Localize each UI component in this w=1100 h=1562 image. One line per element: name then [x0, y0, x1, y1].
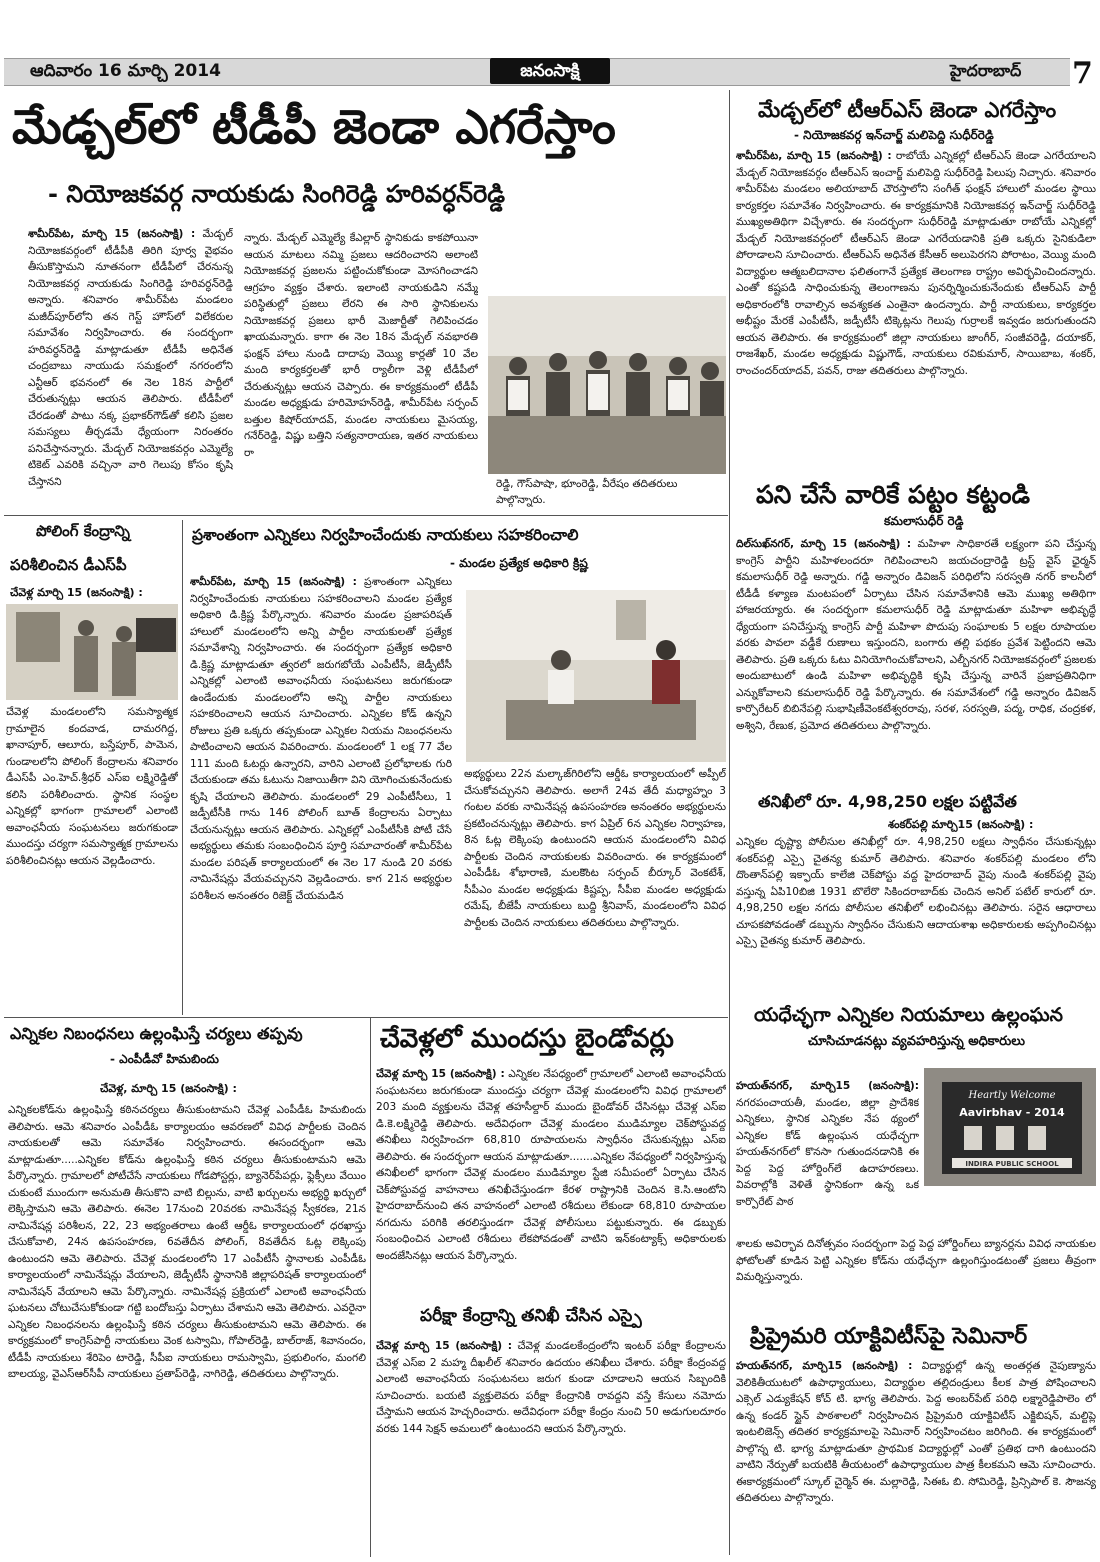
seminar-headline: ప్రిప్రైమరి యాక్టివిటీస్‌పై సెమినార్ [750, 1324, 1028, 1349]
hoarding-dateline: హయత్‌నగర్, మార్చి15 (జనంసాక్షి): [736, 1080, 919, 1092]
officer-meeting-photo [466, 590, 726, 762]
tdp-body-1: మేడ్చల్ నియోజకవర్గంలో టీడీపీకి తిరిగి పూర్వ వైభవం తీసుకొస్తామని నూతనంగా టీడీపీలో చేరనున్న నియోజకవర్గ నాయకుడు సింగిరెడ్డి హరివర్ధన్‌రెడ్డి అన్నారు. శనివారం శామీర్‌పేట మండలం మజీద్‌పూర్‌లోని తన గెస్ట్ హౌస్‌లో విలేకరుల సమావేశం నిర్వహించారు. ఈ సందర్భంగా హరివర్ధన్‌రెడ్డి మాట్లాడుతూ టీడీపీ అధినేత చంద్రబాబు నాయుడు సమక్షంలో నగరంలోని ఎన్టీఆర్ భవనంలో ఈ నెల 18న పార్టీలో చేరుతున్నట్లు ఆయన తెలిపారు. టీడీపీలో చేరడంతో పాటు నక్క ప్రభాకర్‌గౌడ్‌తో కలిసి ప్రజల సమస్యలు తీర్చడమే ధ్యేయంగా నిరంతరం పనిచేస్తానన్నారు. మేడ్చల్ నియోజకవర్గం ఎమ్మెల్యే టికెట్ ఎవరికి వచ్చినా వారి గెలుపు కోసం కృషి చేస్తానని [28, 228, 233, 488]
cash-text: ఎన్నికల దృష్ట్యా పోలీసుల తనిఖీల్లో రూ. 4,98,250 లక్షలు స్వాధీనం చేసుకున్నట్లు శంకర్‌పల్లి ఎస్సై చైతన్య కుమార్ తెలిపారు. శనివారం శంకర్‌పల్లి మండలం లోని దొంతాన్‌పల్లి ఇక్ఫాయ్ కాలేజి చెక్‌పోస్టు వద్ద హైదరాబాద్ వైపు నుండి శంకర్‌పల్లి వైపు వస్తున్న ఏపి10బిజి 1931 బొలేరొ సికిందరాబాద్‌కు చెందిన అనిల్ పటేల్ కారులో రూ. 4,98,250 లక్షల నగదు పోలీసుల తనిఖీలో లభించినట్లు తెలిపారు. సరైన ఆధారాలు చూపకపోవడంతో డబ్బును స్వాధీనం చేసుకుని ఆదాయశాఖ అధికారులకు అప్పగించినట్లు ఎస్సై చైతన్య కుమార్ తెలిపారు. [736, 836, 1096, 947]
bind-text: ఎన్నికల నేపధ్యంలో గ్రామాలలో ఎలాంటి అవాంఛనీయ సంఘటనలు జరుగకుండా ముందస్తు చర్యగా చేవెళ్ల మండలంలోని వివిధ గ్రామాలలో 203 మంది వ్యక్తులను చేవెళ్ల తహసీల్దార్ ముందు బైండోవర్ చేసినట్లు చేవెళ్ల ఎస్‌ఐ డి.కె.లక్ష్మిరెడ్డి తెలిపారు. అదేవిధంగా చేవెళ్ల మండలం ముడిమ్యాల చెక్‌పోస్టువద్ద తనిఖీలు నిర్వహించగా 68,810 రూపాయలను స్వాధీనం చేసుకున్నట్లు ఎస్‌ఐ తెలిపారు. ఈ సందర్భంగా ఆయన మాట్లాడుతూ.......ఎన్నికల నేపధ్యంలో నిర్వహిస్తున్న తనిఖీలలో భాగంగా చేవెళ్ల మండలం ముడిమ్యాల స్టేజి సమీపంలో ఏర్పాటు చేసిన చెక్‌పోస్టువద్ద వాహనాలు తనిఖీచేస్తుండగా కేరళ రాష్ట్రానికి చెందిన కె.సి.ఆంటోని హైదరాబాద్‌నుంచి తన వాహనంలో ఎలాంటి రశీదులు లేకుండా 68,810 రూపాయల నగదును పరిగికి తరలిస్తుండగా చేవెళ్ల పోలీసులు పట్టుకున్నారు. ఈ డబ్బుకు సంబంధించిన ఎలాంటి రశీదులు లేకపోవడంతో వాటిని ఇన్‌కంట్యాక్స్ అధికారులకు అందజేసినట్లు ఆయన పేర్కొన్నారు. [376, 1068, 726, 1262]
hoarding-subhead: చూసిచూడనట్లు వ్యవహరిస్తున్న అధికారులు [808, 1034, 1025, 1049]
dsp-text: చేవెళ్ల మండలంలోని సమస్యాత్మక గ్రామాలైన కందవాడ, దామరగిద్ద, ఖానాపూర్, ఆలూరు, బస్తేపూర్, పామెన, గుండాలలోని పోలింగ్ కేంద్రాలను శనివారం డీఎస్‌పీ ఎం.హెచ్.శ్రీధర్ ఎస్‌ఐ లక్ష్మిరెడ్డితో కలిసి పరిశీలించారు. స్థానిక సంస్థల ఎన్నికల్లో భాగంగా గ్రామాలలో ఎలాంటి అవాంఛనీయ సంఘటనలు జరుగకుండా ముందస్తు చర్యగా సమస్యాత్మక గ్రామాలను పరిశీలించినట్లు ఆయన వెల్లడించారు. [6, 706, 178, 867]
exam-dateline: చేవెళ్ల మార్చి 15 (జనంసాక్షి) : [376, 1340, 513, 1352]
trs-headline: మేడ్చల్‌లో టీఆర్‌ఎస్ జెండా ఎగరేస్తాం [758, 98, 1057, 122]
trs-subhead: - నియోజకవర్గ ఇన్‌చార్జ్ మలిపెద్ది సుధీర్‌రెడ్డి [794, 128, 994, 142]
mpdo-dateline: చేవెళ్ల, మార్చి 15 (జనంసాక్షి) : [100, 1082, 237, 1095]
exam-headline: పరీక్షా కేంద్రాన్ని తనిఖీ చేసిన ఎస్పై [420, 1306, 642, 1326]
dsp-body [6, 704, 178, 1010]
mpdo-subhead: - ఎంపీడీవో హిమబిందు [110, 1052, 219, 1066]
officer-headline: ప్రశాంతంగా ఎన్నికలు నిర్వహించేందుకు నాయకులు సహకరించాలి [192, 526, 579, 544]
kamala-dateline: దిల్‌సుఖ్‌నగర్, మార్చి 15 (జనంసాక్షి) : [736, 538, 912, 550]
hoarding-text-1: Heartly Welcome [968, 1090, 1056, 1101]
hoarding-text-3: INDIRA PUBLIC SCHOOL [965, 1160, 1059, 1168]
tdp-dateline: శామీర్‌పేట, మార్చి 15 (జనంసాక్షి) : [28, 228, 196, 240]
trs-text: రాబోయే ఎన్నికల్లో టీఆర్‌ఎస్ జెండా ఎగరేయాలని మేడ్చల్ నియోజకవర్గం టీఆర్‌ఎస్ ఇంచార్జ్ మలిపెద్ది సుధీర్‌రెడ్డి పిలుపు నిచ్చారు. శనివారం శామీర్‌పేట మండలం అలియాబాద్ చౌరస్తాలోని సంగీత్ ఫంక్షన్ హాలులో మండల స్థాయి కార్యకర్తల సమావేశం నిర్వహించారు. ఈ కార్యక్రమానికి నియోజకవర్గ ఇన్‌చార్జ్ సుధీర్‌రెడ్డి ముఖ్యఅతిథిగా విచ్చేశారు. ఈ సందర్భంగా సుధీర్‌రెడ్డి మాట్లాడుతూ రాబోయే ఎన్నికల్లో మేడ్చల్ నియోజకవర్గంలో టీఆర్‌ఎస్ జెండా ఎగరేయడానికి ప్రతి ఒక్కరు సైనికుడిలా పోరాడాలని సూచించారు. టీఆర్‌ఎస్ అధినేత కేసీఆర్ అలుపెరగని పోరాటం, వెయ్యి మంది విద్యార్థుల ఆత్మబలిదానాల ఫలితంగానే ప్రత్యేక తెలంగాణ రాష్ట్రం అవిర్భవించిందన్నారు. ఎంతో కష్టపడి సాధించుకున్న తెలంగాణను పునర్నిర్మించుకునేందుకు టీఆర్‌ఎస్ పార్టీ అధికారంలోకి రావాల్సిన అవశ్యకత ఎంతైనా ఉందన్నారు. పార్టీ నాయకులు, కార్యకర్తల అభీష్టం మేరకే ఎంపీటీసీ, జడ్పీటీసీ టిక్కెట్లను గెలుపు గుర్రాలకే ఇవ్వడం జరుగుతుందని ఆయన తెలిపారు. ఈ కార్యక్రమంలో జిల్లా నాయకులు జాంగీర్, సంజీవరెడ్డి, దయాకర్, రాజశేఖర్, మండల అధ్యక్షుడు విష్ణుగౌడ్, నాయకులు రవికుమార్, సాయిబాబ, శంకర్, రాంచందర్‌యాదవ్, పవన్, రాజు తదితరులు పాల్గొన్నారు. [736, 150, 1096, 377]
hoarding-headline: యధేచ్ఛగా ఎన్నికల నియమాలు ఉల్లంఘన [754, 1004, 1063, 1026]
kamala-headline: పని చేసే వారికే పట్టం కట్టండి [756, 480, 1031, 509]
tdp-headline: మేడ్చల్‌లో టీడీపీ జెండా ఎగరేస్తాం [12, 100, 616, 155]
officer-column-1 [190, 574, 452, 1010]
mpdo-body [8, 1102, 366, 1556]
cash-headline: తనిఖీలో రూ. 4,98,250 లక్షల పట్టివేత [758, 792, 1017, 811]
tdp-meeting-photo [488, 296, 726, 474]
dsp-inspection-photo [6, 604, 178, 700]
hoarding-photo [924, 1068, 1096, 1186]
issue-date: ఆదివారం 16 మార్చి 2014 [30, 61, 221, 81]
dsp-headline-1: పోలింగ్ కేంద్రాన్ని [36, 522, 130, 540]
tdp-column-2 [244, 230, 478, 512]
cash-body [736, 834, 1096, 1002]
mpdo-headline: ఎన్నికల నిబంధనలు ఉల్లంఘిస్తే చర్యలు తప్పవు [10, 1024, 303, 1043]
bind-dateline: చేవెళ్ల మార్చి 15 (జనంసాక్షి) : [376, 1068, 505, 1080]
cash-dateline: శంకర్‌పల్లి మార్చి15 (జనంసాక్షి) : [888, 818, 1034, 831]
page-number: 7 [1072, 56, 1093, 91]
exam-text: చేవెళ్ల మండలకేంద్రంలోని ఇంటర్ పరీక్షా కేంద్రాలను చేవెళ్ల ఎస్‌ఐ 2 మహ్మ దీఖలీల్ శనివారం ఉదయం తనిఖీలు చేశారు. పరీక్షా కేంద్రంవద్ద ఎలాంటి అవాంఛనీయ సంఘటనలు జరుగ కుండా చూడాలని ఆయన సిబ్బందికి సూచించారు. బయటి వ్యక్తులెవరు పరీక్షా కేంద్రానికి రావద్దని వస్తే కేసులు నమోదు చేస్తామని ఆయన హెచ్చరించారు. అదేవిధంగా పరీక్షా కేంద్రం నుంచి 50 అడుగులదూరం వరకు 144 సెక్షన్ అమలులో ఉంటుందని ఆయన పేర్కొన్నారు. [376, 1340, 726, 1435]
officer-column-2 [464, 766, 726, 1012]
kamala-text: మహిళా సాధికారతే లక్ష్యంగా పని చేస్తున్న కాంగ్రెస్ పార్టీని మహిళలందరూ గెలిపించాలని జయచంద్రారెడ్డి ట్రస్ట్ వైస్ ఛైర్మన్ కమలాసుధీర్ రెడ్డి అన్నారు. గడ్డి అన్నారం డివిజన్ పరిధిలోని సరస్వతి నగర్ కాలనీలో టీడీడీ కళ్యాణ మంటపంలో ఏర్పాటు చేసిన సమావేశానికి ఆమె ముఖ్య అతిథిగా హాజరయ్యారు. ఈ సందర్భంగా కమలాసుధీర్ రెడ్డి మాట్లాడుతూ మహిళా అభివృద్ధే ధ్యేయంగా పనిచేస్తున్న కాంగ్రెస్ పార్టీ మహిళా పొదుపు సంఘాలకు 5 లక్షల రూపాయల వరకు పావలా వడ్డీకే రుణాలు ఇస్తుందని, బంగారు తల్లి పథకం ప్రవేశ పెట్టిందని ఆమె తెలిపారు. ప్రతి ఒక్కరు ఓటు వినియోగించుకోవాలని, ఎల్బీనగర్ నియోజకవర్గంలో ప్రజలకు అందుబాటులో ఉండి మహిళా అభివృద్ధికి కృషి చేస్తున్న వారినే ప్రజాప్రతినిధిగా ఎన్నుకోవాలని కమలాసుధీర్ రెడ్డి పేర్కొన్నారు. ఈ సమావేశంలో గడ్డి అన్నారం డివిజన్ కార్పొరేటర్ బిబినేపల్లి సుభాషిణీవెంకటేశ్వరరావు, సరళ, సరస్వతి, పద్మ, రాధిక, చంద్రకళ, అశ్విని, రేణుక, ప్రమోద తదితరులు పాల్గొన్నారు. [736, 538, 1096, 732]
officer-dateline: శామీర్‌పేట, మార్చి 15 (జనంసాక్షి) : [190, 576, 357, 588]
kamala-body [736, 536, 1096, 788]
column-rule [182, 520, 183, 1015]
dsp-dateline: చేవెళ్ల మార్చి 15 (జనంసాక్షి) : [10, 586, 143, 599]
officer-subhead: - మండల ప్రత్యేక అధికారి క్రిష్ణ [450, 556, 588, 570]
tdp-subhead: - నియోజకవర్గ నాయకుడు సింగిరెడ్డి హరివర్ధన్‌రెడ్డి [48, 180, 506, 208]
hoarding-body [736, 1236, 1096, 1336]
seminar-body [736, 1358, 1096, 1556]
trs-dateline: శామీర్‌పేట, మార్చి 15 (జనంసాక్షి) : [736, 150, 892, 162]
section-rule [4, 1017, 728, 1018]
mpdo-text: ఎన్నికలకోడ్‌ను ఉల్లంఘిస్తే కఠినచర్యలు తీసుకుంటామని చేవెళ్ల ఎంపీడీఓ హిమబిందు తెలిపారు. ఆమె శనివారం ఎంపీడీఓ కార్యాలయం ఆవరణలో వివిధ పార్టీలకు చెందిన నాయకులతో ఆమె సమావేశం నిర్వహించారు. ఈసందర్భంగా ఆమె మాట్లాడుతూ.....ఎన్నికల కోడ్‌ను ఉల్లంఘిస్తే కఠిన చర్యలు తీసుకుంటామని ఆమె పేర్కొన్నారు. గ్రామాలలో పోటీచేసే నాయకులు గోడపోస్టర్లు, బ్యానెర్‌పేపర్లు, ఫ్లెక్సీలు వేయిం చుకుంటే ముందుగా అనుమతి తీసుకొని వాటి బిల్లును, వాటి ఖర్చులను అభ్యర్థి ఖర్చులో లెక్కిస్తామని ఆమె తెలిపారు. ఈనెల 17నుంచి 20వరకు నామినేషన్ల స్వీకరణ, 21న నామినేషన్ల పరిశీలన, 22, 23 అభ్యంతరాలు ఉంటే ఆర్డీఓ కార్యాలయంలో ధరఖాస్తు చేసుకోవాలి, 24న ఉపసంహరణ, 6వతేదీన పోలింగ్, 8వతేదీన ఓట్ల లెక్కింపు ఉంటుందని ఆమె తెలిపారు. చేవెళ్ల మండలంలోని 17 ఎంపీటీసీ స్థానాలకు ఎంపీడీఓ కార్యాలయంలో నామినేషన్లు వేయాలని, జెడ్పీటీసీ స్థానానికి జిల్లాపరిషత్ కార్యాలయంలో నామినేషన్ వేయాలని ఆమె పేర్కొన్నారు. నామినేషన్ల ప్రక్రియలో ఎలాంటి అవాంఛనీయ ఘటనలు చోటుచేసుకోకుండా గట్టి బందోబస్తు ఏర్పాటు చేశామని ఆమె తెలిపారు. ఎవరైనా ఎన్నికల నిబంధనలను ఉల్లంఘిస్తే కఠిన చర్యలు తీసుకుంటామని ఆమె తెలిపారు. ఈ కార్యక్రమంలో కాంగ్రెస్‌పార్టీ నాయకులు వెంక టస్వామి, గోపాల్‌రెడ్డి, బాల్‌రాజ్, శివానందం, టీడీపీ నాయకులు శేరిపెం టారెడ్డి, సీపీఐ నాయకులు రామస్వామి, ప్రభులింగం, మంగలి బాలయ్య, వైఎస్‌ఆర్‌సీపీ నాయకులు ప్రతాప్‌రెడ్డి, నాగిరెడ్డి, తదితరులు పాల్గొన్నారు. [8, 1104, 366, 1380]
hoarding-body-wrap [736, 1078, 919, 1232]
officer-body-1: ప్రశాంతంగా ఎన్నికలు నిర్వహించేందుకు నాయకులు సహకరించాలని మండల ప్రత్యేక అధికారి డి.క్రిష్ణ పేర్కొన్నారు. శనివారం మండల ప్రజాపరిషత్ హాలులో మండలంలోని అన్ని పార్టీల నాయకులతో ప్రత్యేక సమావేశాన్ని నిర్వహించారు. ఈ సందర్భంగా ప్రత్యేక అధికారి డి.క్రిష్ణ మాట్లాడుతూ త్వరలో జరుగబోయే ఎంపీటీసీ, జెడ్పీటీసీ ఎన్నికల్లో ఎలాంటి అవాంఛనీయ సంఘటనలు జరుగకుండా ఉండేందుకు మండలంలోని అన్ని పార్టీల నాయకులు సహకరించాలని ఆయన సూచించారు. ఎన్నికల కోడ్ ఉన్నని రోజులు ప్రతి ఒక్కరు తప్పకుండా ఎన్నికల నియమ నిబంధనలను పాటించాలని ఆయన వివరించారు. మండలంలో 1 లక్ష 77 వేల 111 మంది ఓటర్లు ఉన్నారని, వారిని ఎలాంటి ప్రలోభాలకు గురి చేయకుండా తమ ఓటును నిజాయితీగా విని యోగించుకునేందుకు కృషి చేయాలని తెలిపారు. మండలంలో 29 ఎంపీటీసీలు, 1 జడ్పీటీసీకి గాను 146 పోలింగ్ బూత్ కేంద్రాలను ఏర్పాటు చేయనున్నట్లు ఆయన తెలిపారు. ఎన్నికల్లో ఎంపీటీసీకి పోటీ చేసే అభ్యర్థులు తమకు సంబంధించిన పూర్తి సమాచారంతో శామీర్‌పేట మండల పరిషత్ కార్యాలయంలో ఈ నెల 17 నుండి 20 వరకు నామినేషన్లు వేయవచ్చునని వెల్లడించారు. కాగ 21న అభ్యర్థుల పరిశీలన అనంతరం రిజెక్ట్ చేయమడిన [190, 576, 452, 902]
dsp-headline-2: పరిశీలించిన డీఎస్‌పీ [10, 556, 127, 574]
section-rule [4, 515, 728, 516]
seminar-text: విద్యార్థుల్లో ఉన్న అంతర్గత నైపుణ్యాను వెలికితీయుటలో ఉపాధ్యాయులు, విద్యార్థుల తల్లిదండ్రులు కీలక పాత్ర పోషించాలని ఎక్సెల్ ఎడ్యుకేషన్ కోచ్ టి. భాగ్య తెలిపారు. పెద్ద అంబర్‌పేట్ పరిధి లక్ష్మారెడ్డిపాలెం లో ఉన్న కండర్ స్టైన్ పాఠశాలలో నిర్వహించిన ప్రిప్రైమరి యాక్టివిటీస్ ఎక్జిబిషన్, మల్టిప్లె ఇంటలిజెన్స్ తదితర కార్యక్రమాలపై సెమినార్ నిర్వహించటం జరిగింది. ఈ కార్యక్రమంలో పాల్గొన్న టి. భాగ్య మాట్లాడుతూ ప్రాథమిక విద్యార్థుల్లో ఎంతో ప్రతిభ దాగి ఉంటుందని వాటిని నేర్పుతో బయటికి తీయటంలో ఉపాధ్యాయుల పాత్ర కీలకమని ఆమె సూచించారు. ఈకార్యక్రమంలో స్కూల్ చైర్మెన్ ఈ. మల్లారెడ్డి, సిఈఓ బి. సోమిరెడ్డి, ప్రిన్సిపాల్ కె. సౌజన్య తదితరులు పాల్గొన్నారు. [736, 1360, 1096, 1504]
column-rule [729, 90, 730, 1555]
hoarding-text-wrap: నగరపంచాయతీ, మండల, జిల్లా ప్రాదేశిక ఎన్నికలు, స్థానిక ఎన్నికల నేప థ్యంలో ఎన్నికల కోడ్ ఉల్లంఘన యధేచ్ఛగా హయత్‌నగర్‌లో కొనసా గుతుందనడానికి ఈ పెద్ద పెద్ద హోర్డింగ్‌లే ఉదాహరణలు. వివరాల్లోకి వెళితే స్థానికంగా ఉన్న ఒక కార్పొరేట్ పాఠ [736, 1096, 919, 1208]
officer-body-2: అభ్యర్థులు 22న మల్కాజ్‌గిరిలోని ఆర్డీఓ కార్యాలయంలో అప్పీల్ చేసుకోవచ్చునని తెలిపారు. అలాగే 24వ తేదీ మధ్యాహ్నం 3 గంటల వరకు నామినేషన్ల ఉపసంహరణ అనంతరం అభ్యర్థులను ప్రకటించనున్నట్లు తెలిపారు. కాగ ఏప్రిల్ 6న ఎన్నికల నిర్వాహణ, 8న ఓట్ల లెక్కింపు ఉంటుందని ఆయన మండలంలోని వివిధ పార్టీలకు చెందిన నాయకులకు వివరించారు. ఈ కార్యక్రమంలో ఎంపీడీఓ శోభారాణి, మలకెొంట సర్పంచ్ బీర్కూర్ వెంకటేశ్, సీపీఎం మండల అధ్యక్షుడు కిష్టప్ప, సీపీఐ మండల అధ్యక్షుడు రమేష్, బీజేపీ నాయకులు బుద్ది శ్రీనివాస్, మండలంలోని వివిధ పార్టీలకు చెందిన నాయకులు తదితరులు పాల్గొన్నారు. [464, 768, 726, 929]
tdp-body-2: న్నారు. మేడ్చల్ ఎమ్మెల్యే కేఎల్లార్ స్థానికుడు కాకపోయినా ఆయన మాటలు నమ్మి ప్రజలు ఆదరించారని అలాంటి నియోజకవర్గ ప్రజలను పట్టించుకోకుండా మోసగించాడని ఆగ్రహం వ్యక్తం చేశారు. ఇలాంటి నాయకుడిని నమ్మే పరిస్థితుల్లో ప్రజలు లేరని ఈ సారి స్థానికులను నియోజకవర్గ ప్రజలు భారీ మెజార్టీతో గెలిపించడం ఖాయమన్నారు. కాగా ఈ నెల 18న మేడ్చల్ నవభారతి ఫంక్షన్ హాలు నుండి దాదాపు వెయ్యి కార్లతో 10 వేల మంది కార్యకర్తలతో భారీ ర్యాలీగా వెళ్లి టీడీపీలో చేరుతున్నట్లు ఆయన చెప్పారు. ఈ కార్యక్రమంలో టీడీపీ మండల అధ్యక్షుడు హరిమోహన్‌రెడ్డి, శామీర్‌పేట సర్పంచ్ బత్తుల కిషోర్‌యాదవ్, మండల నాయకులు మైసయ్య, గనేర్‌రెడ్డి, విష్ణు బత్తిని సత్యనారాయణ, ఇతర నాయకులు రా [244, 232, 478, 459]
hoarding-text: శాలకు అవిర్భావ దినోత్సవం సందర్భంగా పెద్ద పెద్ద హోర్డింగ్‌లు బ్యానర్లను వివిధ నాయకుల ఫోటోలతో కూడిన పెట్టి ఎన్నికల కోడ్‌ను యధేచ్ఛగా ఉల్లంగిస్తుండటంతో ప్రజలు తీవ్రంగా విమర్శిస్తున్నారు. [736, 1238, 1096, 1283]
trs-body [736, 148, 1096, 478]
exam-body [376, 1338, 726, 1556]
bind-body [376, 1066, 726, 1296]
bind-headline: చేవెళ్లలో ముందస్తు బైండోవర్లు [380, 1024, 674, 1054]
masthead-logo: జనంసాక్షి [490, 58, 610, 84]
kamala-subhead: కమలాసుధీర్ రెడ్డి [884, 514, 964, 528]
tdp-photo-caption: రెడ్డి, గౌస్‌పాషా, భూంరెడ్డి, వీరేషం తదితరులు పాల్గొన్నారు. [496, 478, 678, 506]
seminar-dateline: హయత్‌నగర్, మార్చి15 (జనంసాక్షి) : [736, 1360, 913, 1372]
edition-city: హైదరాబాద్ [950, 61, 1022, 80]
column-rule [370, 1017, 371, 1557]
tdp-column-1 [28, 226, 233, 508]
hoarding-text-2: Aavirbhav - 2014 [959, 1106, 1065, 1119]
